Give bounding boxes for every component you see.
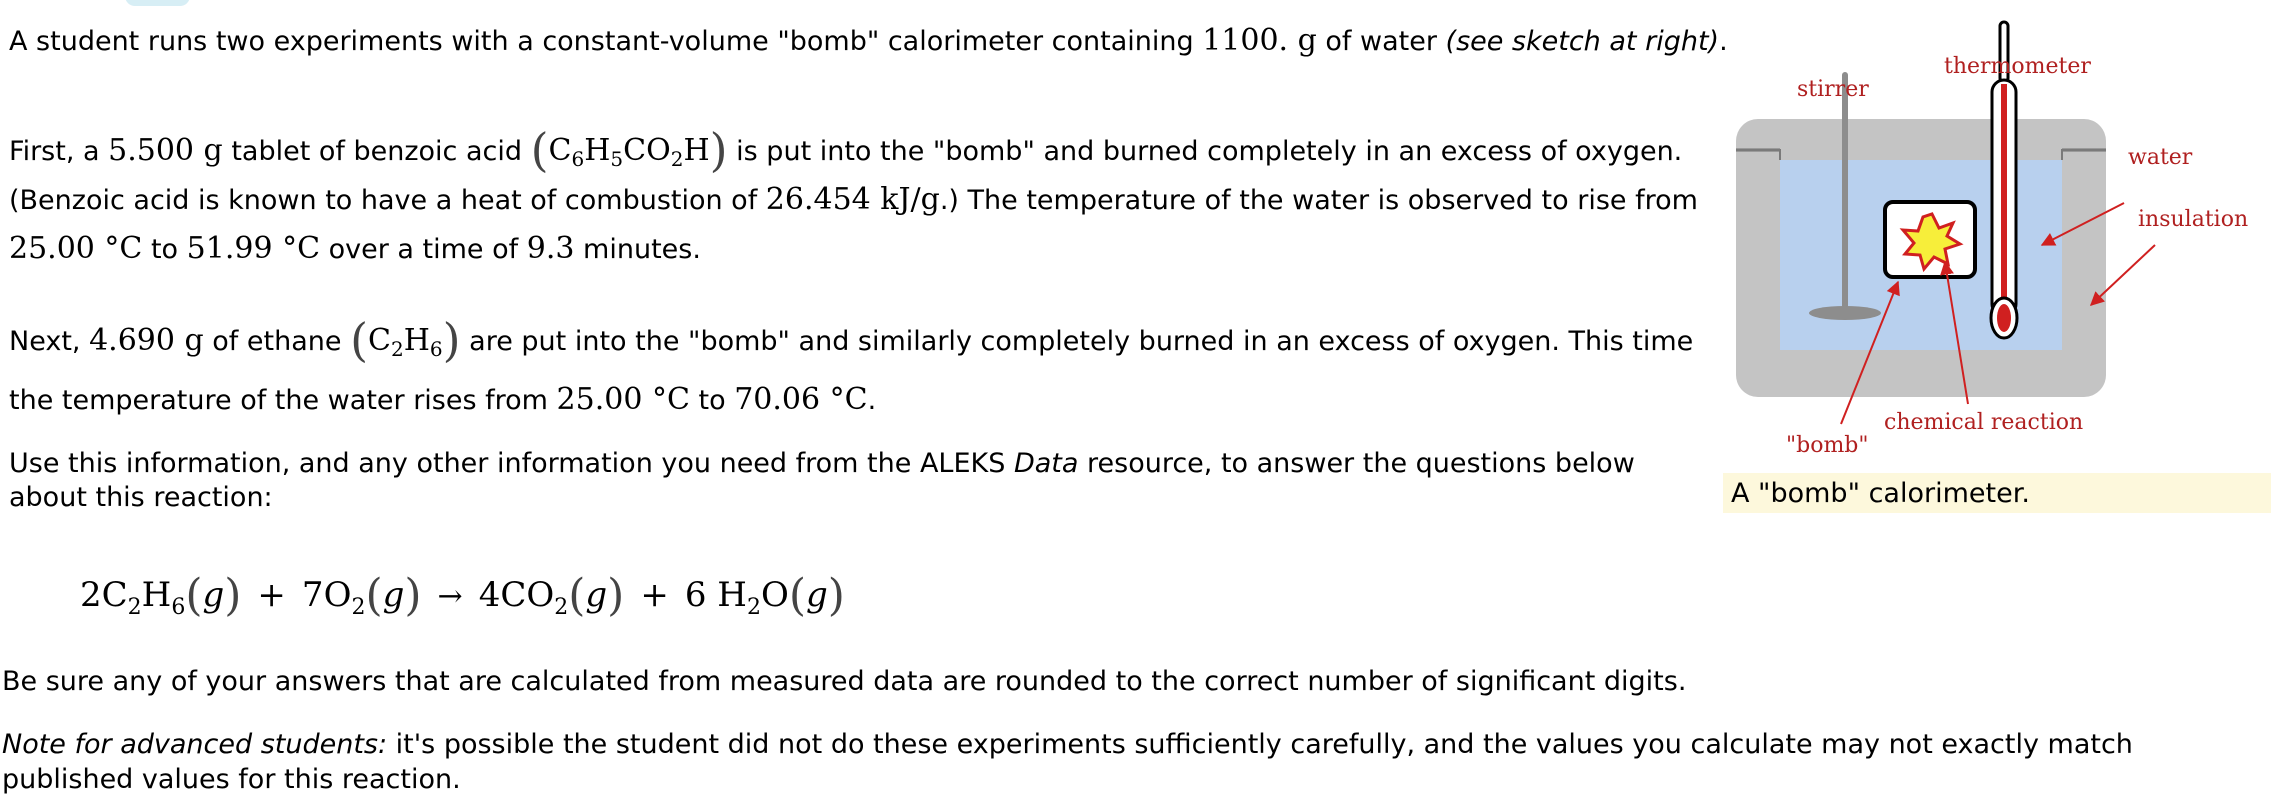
use-text-2: resource, to answer the questions below about this reaction: (9, 448, 1635, 513)
first-text-2: tablet of benzoic acid (222, 136, 531, 167)
thermometer-mercury (2001, 84, 2007, 314)
right-paren: ) (607, 570, 625, 621)
formula-element: C (101, 575, 128, 615)
thermometer-bulb-fill (1997, 304, 2011, 332)
left-paren: ( (185, 570, 203, 621)
formula-subscript: 2 (670, 147, 684, 171)
state-symbol: g (805, 575, 828, 615)
formula-element: C (368, 323, 391, 358)
next-text-5: . (867, 385, 877, 416)
formula-subscript: 2 (351, 595, 366, 620)
formula-subscript: 6 (429, 337, 443, 361)
left-paren: ( (530, 123, 549, 177)
formula-element: CO (500, 575, 555, 615)
formula-element: CO (623, 133, 671, 168)
tablet-mass-value: 5.500 g (108, 133, 223, 168)
formula-subscript: 5 (610, 147, 624, 171)
intro-text: A student runs two experiments with a constant-volume "bomb" calorimeter containing (9, 26, 1203, 57)
use-text: Use this information, and any other information you need from the ALEKS (9, 448, 1014, 479)
left-paren: ( (350, 313, 369, 367)
left-paren: ( (365, 570, 383, 621)
formula-element: H (403, 323, 430, 358)
figure-caption: A "bomb" calorimeter. (1723, 473, 2271, 513)
formula-element: O (760, 575, 789, 615)
first-text: First, a (9, 136, 109, 167)
instructions-paragraph (9, 447, 1659, 515)
first-end-temp: 51.99 °C (186, 231, 321, 266)
reaction-equation (80, 570, 845, 621)
ethane-mass-value: 4.690 g (89, 323, 204, 358)
thermometer-label: thermometer (1944, 54, 2091, 79)
water-label: water (2128, 145, 2193, 170)
stirrer-rod (1842, 72, 1848, 314)
water-mass-value: 1100. g (1202, 23, 1317, 58)
next-text-4: to (689, 385, 735, 416)
formula-element: C (548, 133, 572, 168)
first-text-3: is put into the "bomb" and burned completely in an excess of oxygen. (Benzoic acid is known to have a heat of combustion of (9, 136, 1683, 216)
intro-paragraph (9, 21, 1729, 62)
calorimeter-figure (1730, 20, 2278, 460)
time-value: 9.3 (526, 231, 575, 266)
first-text-5: to (142, 234, 187, 265)
stirrer-label: stirrer (1797, 77, 1869, 102)
stirrer-paddle (1809, 306, 1881, 320)
next-experiment-paragraph (9, 312, 1729, 430)
next-text-2: of ethane (203, 326, 351, 357)
next-end-temp: 70.06 °C (734, 382, 868, 417)
plus-sign: + (257, 575, 286, 615)
state-symbol: g (382, 575, 405, 615)
formula-element: H (584, 133, 611, 168)
coefficient: 2 (80, 575, 102, 615)
formula-subscript: 6 (571, 147, 585, 171)
first-text-6: over a time of (320, 234, 527, 265)
coefficient: 6 (684, 575, 707, 615)
formula-subscript: 6 (171, 595, 186, 620)
advanced-note (2, 727, 2272, 797)
next-text-3: are put into the "bomb" and similarly completely burned in an excess of oxygen. This time the temperature of the water rises from (9, 326, 1694, 416)
coefficient: 4 (478, 575, 501, 615)
formula-element: H (141, 575, 172, 615)
advanced-note-label: Note for advanced students: (2, 729, 388, 760)
bomb-label: "bomb" (1786, 433, 1869, 458)
data-resource-word: Data (1013, 448, 1079, 479)
left-paren: ( (568, 570, 586, 621)
plus-sign: + (640, 575, 669, 615)
formula-subscript: 2 (746, 595, 761, 620)
coefficient: 7 (301, 575, 324, 615)
formula-subscript: 2 (554, 595, 569, 620)
first-start-temp: 25.00 °C (9, 231, 143, 266)
formula-subscript: 2 (127, 595, 142, 620)
first-text-4: .) The temperature of the water is observed to rise from (939, 185, 1698, 216)
formula-element: H (717, 575, 747, 615)
next-start-temp: 25.00 °C (556, 382, 690, 417)
first-text-7: minutes. (574, 234, 701, 265)
formula-element: H (683, 133, 710, 168)
advanced-note-text: it's possible the student did not do these experiments sufficiently carefully, and the values you calculate may not exactly match published values for this reaction. (2, 729, 2133, 795)
intro-text-2: of water (1316, 26, 1446, 57)
right-paren: ) (224, 570, 242, 621)
sig-fig-note: Be sure any of your answers that are calculated from measured data are rounded to the correct number of significant digits. (2, 666, 1687, 697)
next-text: Next, (9, 326, 90, 357)
top-tab-edge (125, 0, 190, 6)
benzoic-acid-formula (530, 123, 728, 177)
right-paren: ) (709, 123, 728, 177)
left-paren: ( (788, 570, 806, 621)
intro-text-3: . (1719, 26, 1728, 57)
chemical-reaction-label: chemical reaction (1884, 410, 2084, 435)
reaction-arrow: → (437, 579, 463, 614)
formula-element: O (323, 575, 352, 615)
right-paren: ) (442, 313, 461, 367)
state-symbol: g (585, 575, 608, 615)
right-paren: ) (827, 570, 845, 621)
heat-of-combustion-value: 26.454 kJ/g (765, 182, 940, 217)
insulation-label: insulation (2138, 207, 2249, 232)
formula-subscript: 2 (390, 337, 404, 361)
state-symbol: g (202, 575, 225, 615)
see-sketch-text: (see sketch at right) (1445, 26, 1720, 57)
right-paren: ) (404, 570, 422, 621)
first-experiment-paragraph (9, 123, 1729, 274)
ethane-formula (350, 313, 461, 367)
